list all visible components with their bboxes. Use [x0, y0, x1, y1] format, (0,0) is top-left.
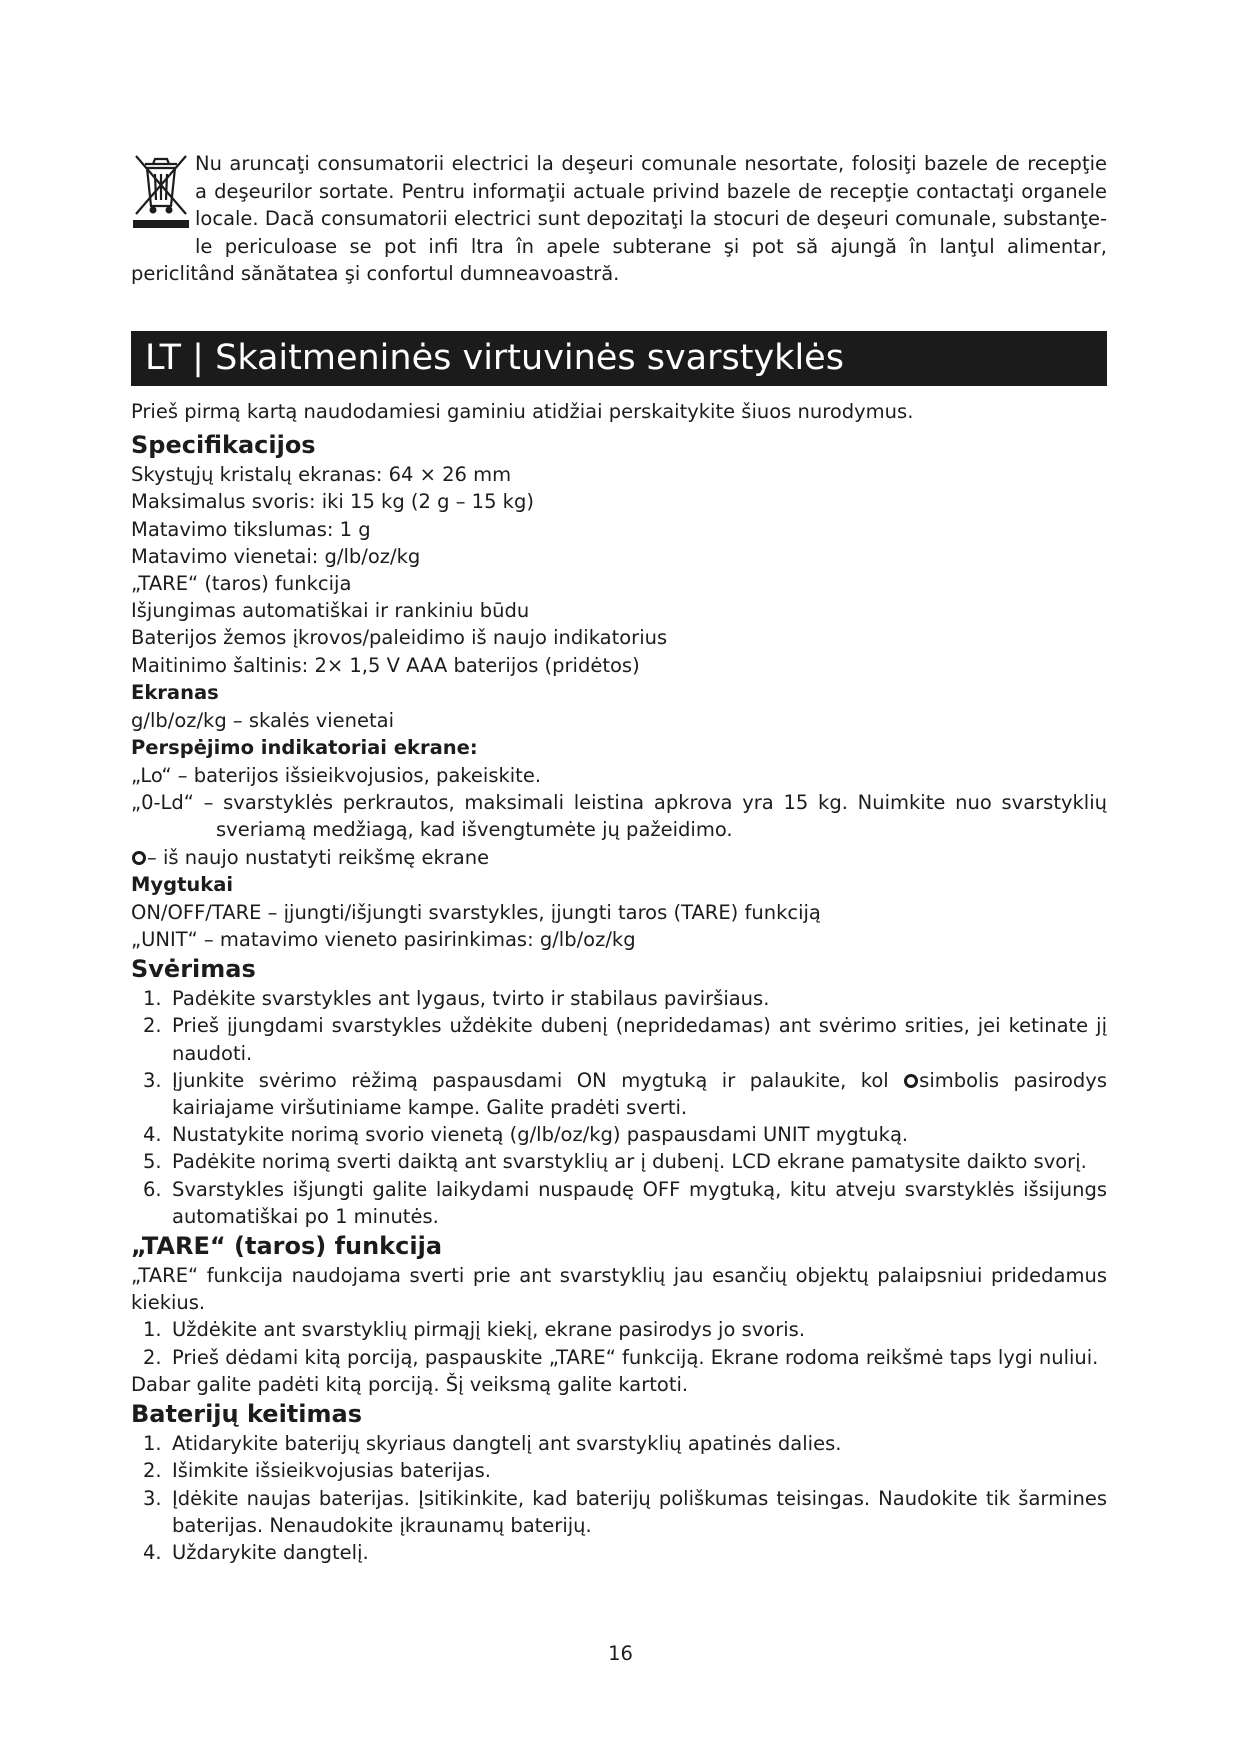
step-number: 4. — [143, 1540, 162, 1564]
list-item — [131, 1539, 1107, 1566]
warning-lo: „Lo“ – baterijos išsieikvojusios, pakeiskite. — [131, 764, 542, 788]
step-text: Prieš dėdami kitą porciją, paspauskite „TARE“ funkciją. Ekrane rodoma reikšmė taps lygi nuliui. — [172, 1345, 1099, 1369]
list-item — [131, 985, 1107, 1012]
step-number: 2. — [143, 1014, 162, 1038]
reset-circle-icon — [131, 850, 147, 866]
screen-heading: Ekranas — [131, 680, 219, 704]
main-content — [131, 398, 1121, 1566]
list-item — [131, 1430, 1107, 1457]
spec-line: Maitinimo šaltinis: 2× 1,5 V AAA baterijos (pridėtos) — [131, 653, 640, 677]
step-text: Atidarykite baterijų skyriaus dangtelį ant svarstyklių apatinės dalies. — [172, 1432, 842, 1456]
weighing-steps — [131, 985, 1107, 1230]
warning-reset — [131, 844, 1121, 871]
spec-line: Matavimo tikslumas: 1 g — [131, 517, 371, 541]
battery-steps — [131, 1430, 1107, 1566]
step-text: Padėkite norimą sverti daiktą ant svarstyklių ar į dubenį. LCD ekrane pamatysite daikto svorį. — [172, 1150, 1087, 1174]
tare-after: Dabar galite padėti kitą porciją. Šį veiksmą galite kartoti. — [131, 1372, 689, 1396]
step-number: 1. — [143, 987, 162, 1011]
warnings-heading: Perspėjimo indikatoriai ekrane: — [131, 736, 478, 760]
reset-circle-icon — [903, 1073, 919, 1089]
intro-text: Prieš pirmą kartą naudodamiesi gaminiu atidžiai perskaitykite šiuos nurodymus. — [131, 400, 914, 423]
disposal-notice — [131, 150, 1107, 288]
step-text: Svarstykles išjungti galite laikydami nuspaudę OFF mygtuką, kitu atveju svarstyklės išsijungs automatiškai po 1 minutės. — [172, 1177, 1107, 1228]
step-number: 3. — [143, 1486, 162, 1510]
step-text: Įjunkite svėrimo rėžimą paspausdami ON mygtuką ir palaukite, kol — [172, 1068, 904, 1092]
list-item — [131, 1121, 1107, 1148]
step-number: 1. — [143, 1318, 162, 1342]
spec-line: Matavimo vienetai: g/lb/oz/kg — [131, 544, 421, 568]
tare-intro: „TARE“ funkcija naudojama sverti prie ant svarstyklių jau esančių objektų palaipsniui pridedamus kiekius. — [131, 1264, 1107, 1315]
step-number: 6. — [143, 1177, 162, 1201]
step-number: 2. — [143, 1459, 162, 1483]
step-number: 1. — [143, 1432, 162, 1456]
step-number: 3. — [143, 1068, 162, 1092]
step-text: Padėkite svarstykles ant lygaus, tvirto ir stabilaus paviršiaus. — [172, 987, 770, 1011]
weighing-heading: Svėrimas — [131, 955, 256, 984]
spec-line: Skystųjų kristalų ekranas: 64 × 26 mm — [131, 463, 512, 487]
step-number: 2. — [143, 1345, 162, 1369]
step-text: Įdėkite naujas baterijas. Įsitikinkite, kad baterijų poliškumas teisingas. Naudokite tik šarmines baterijas. Nenaudokite įkraunamų baterijų. — [172, 1486, 1107, 1537]
button-onoff-desc: ON/OFF/TARE – įjungti/išjungti svarstykles, įjungti taros (TARE) funkciją — [131, 900, 821, 924]
tare-steps — [131, 1316, 1107, 1370]
step-text: Išimkite išsieikvojusias baterijas. — [172, 1459, 491, 1483]
list-item — [131, 1012, 1107, 1066]
spec-line: „TARE“ (taros) funkcija — [131, 572, 352, 596]
step-text: Nustatykite norimą svorio vienetą (g/lb/oz/kg) paspausdami UNIT mygtuką. — [172, 1123, 909, 1147]
list-item — [131, 1457, 1107, 1484]
screen-line: g/lb/oz/kg – skalės vienetai — [131, 708, 395, 732]
step-text: Uždėkite ant svarstyklių pirmąjį kiekį, ekrane pasirodys jo svoris. — [172, 1318, 806, 1342]
section-banner-title: LT | Skaitmeninės virtuvinės svarstyklės — [131, 331, 1107, 386]
list-item — [131, 1344, 1107, 1371]
spec-line: Maksimalus svoris: iki 15 kg (2 g – 15 kg) — [131, 490, 534, 514]
step-text: Prieš įjungdami svarstykles uždėkite dubenį (nepridedamas) ant svėrimo srities, jei ketinate jį naudoti. — [172, 1014, 1107, 1065]
list-item — [131, 1148, 1107, 1175]
warning-reset-text: – iš naujo nustatyti reikšmę ekrane — [147, 845, 490, 869]
spec-line: Išjungimas automatiškai ir rankiniu būdu — [131, 599, 530, 623]
step-number: 5. — [143, 1150, 162, 1174]
warning-overload: „0-Ld“ – svarstyklės perkrautos, maksimali leistina apkrova yra 15 kg. Nuimkite nuo svarstyklių sveriamą medžiagą, kad išvengtumėte jų pažeidimo. — [131, 791, 1107, 842]
spec-line: Baterijos žemos įkrovos/paleidimo iš naujo indikatorius — [131, 626, 668, 650]
button-unit-desc: „UNIT“ – matavimo vieneto pasirinkimas: g/lb/oz/kg — [131, 928, 636, 952]
battery-heading: Baterijų keitimas — [131, 1400, 362, 1429]
list-item — [131, 1485, 1107, 1539]
buttons-heading: Mygtukai — [131, 872, 234, 896]
weee-crossed-bin-icon — [131, 150, 191, 234]
disposal-notice-text: Nu aruncaţi consumatorii electrici la deşeuri comunale nesortate, folosiţi bazele de recepţie a deşeurilor sortate. Pentru informaţii actuale privind bazele de recepţie contactaţi organele locale. Dacă consumatorii electrici sunt depozitaţi la stocuri de deşeuri comunale, substanţe-le periculoase se pot infi ltra în apele subterane şi pot să ajungă în lanţul alimentar, periclitând sănătatea şi confortul dumneavoastră. — [131, 152, 1107, 286]
tare-heading: „TARE“ (taros) funkcija — [131, 1232, 443, 1261]
step-number: 4. — [143, 1123, 162, 1147]
page-number: 16 — [608, 1642, 633, 1665]
step-text: Uždarykite dangtelį. — [172, 1540, 369, 1564]
list-item — [131, 1316, 1107, 1343]
step-text: simbolis pasirodys kairiajame viršutiniame kampe. Galite pradėti sverti. — [172, 1068, 1107, 1120]
specs-heading: Specifikacijos — [131, 431, 316, 460]
list-item — [131, 1067, 1107, 1121]
list-item — [131, 1176, 1107, 1230]
